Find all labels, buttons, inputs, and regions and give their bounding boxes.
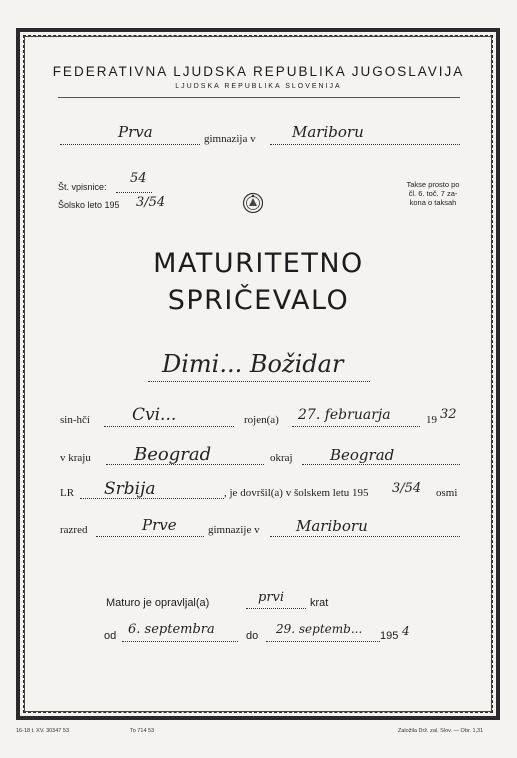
father-value: Cvi...	[132, 405, 177, 425]
header-rule	[58, 97, 460, 98]
born-label: rojen(a)	[244, 414, 279, 426]
title-line-2: SPRIČEVALO	[167, 285, 350, 316]
district-value: Beograd	[330, 446, 395, 464]
school-label: gimnazija v	[204, 133, 256, 145]
to-value: 29. septemb...	[276, 622, 363, 636]
class-label: razred	[60, 524, 88, 536]
matura-year-label: 195	[380, 630, 399, 642]
school-year-label: Šolsko leto 195	[58, 200, 120, 210]
tax-note-line-3: kona o taksah	[409, 198, 457, 207]
republic-heading: LJUDSKA REPUBLIKA SLOVENIJA	[175, 83, 342, 90]
birth-year-prefix: 19	[426, 414, 437, 426]
lr-value: Srbija	[104, 479, 156, 499]
place-value: Beograd	[134, 444, 212, 465]
class-dotline	[96, 536, 204, 537]
district-dotline	[302, 464, 460, 465]
place-label: v kraju	[60, 452, 91, 464]
tax-note-line-1: Takse prosto po	[406, 180, 460, 189]
footer-left: 16-18 t. XV. 30347 53	[16, 728, 70, 734]
to-dotline	[266, 641, 380, 642]
tax-note	[396, 180, 470, 207]
country-heading: FEDERATIVNA LJUDSKA REPUBLIKA JUGOSLAVIJA	[52, 64, 465, 79]
title-line-1: MATURITETNO	[153, 248, 364, 279]
from-label: od	[104, 630, 117, 642]
gym-town-value: Mariboru	[296, 517, 368, 535]
school-dotline	[60, 144, 200, 145]
birth-year-value: 32	[440, 407, 457, 422]
passed-label: Maturo je opravljal(a)	[106, 597, 210, 609]
reg-no-label: Št. vpisnice:	[58, 182, 107, 192]
finished-label: , je dovršil(a) v šolskem letu 195	[224, 487, 369, 499]
passed-dotline	[246, 608, 306, 609]
gym-label: gimnazije v	[208, 524, 260, 536]
finished-value: 3/54	[392, 481, 422, 496]
date-dotline	[292, 426, 420, 427]
times-label: krat	[310, 597, 329, 609]
town-dotline	[270, 144, 460, 145]
footer-right: Založila Drž. zal. Slov. — Obr. 1,31	[398, 728, 484, 734]
eighth-label: osmi	[436, 487, 458, 499]
father-dotline	[104, 426, 234, 427]
passed-value: prvi	[258, 590, 285, 605]
matura-year-value: 4	[402, 624, 410, 638]
name-dotline	[148, 381, 370, 382]
school-value: Prva	[118, 123, 153, 141]
class-value: Prve	[142, 516, 177, 534]
reg-no-value: 54	[130, 171, 147, 186]
state-emblem	[242, 192, 264, 214]
town-value: Mariboru	[292, 123, 364, 141]
gym-town-dotline	[270, 536, 460, 537]
to-label: do	[246, 630, 259, 642]
son-label: sin-hčí	[60, 414, 90, 426]
reg-no-dotline	[116, 192, 152, 193]
district-label: okraj	[270, 452, 293, 464]
from-value: 6. septembra	[128, 622, 215, 637]
footer-center: To 714 53	[130, 728, 155, 734]
birth-date-value: 27. februarja	[298, 407, 391, 423]
student-name: Dimi... Božidar	[162, 350, 344, 378]
lr-label: LR	[60, 487, 75, 499]
school-year-value: 3/54	[136, 195, 166, 210]
from-dotline	[122, 641, 238, 642]
tax-note-line-2: čl. 6. toč. 7 za-	[408, 189, 458, 198]
